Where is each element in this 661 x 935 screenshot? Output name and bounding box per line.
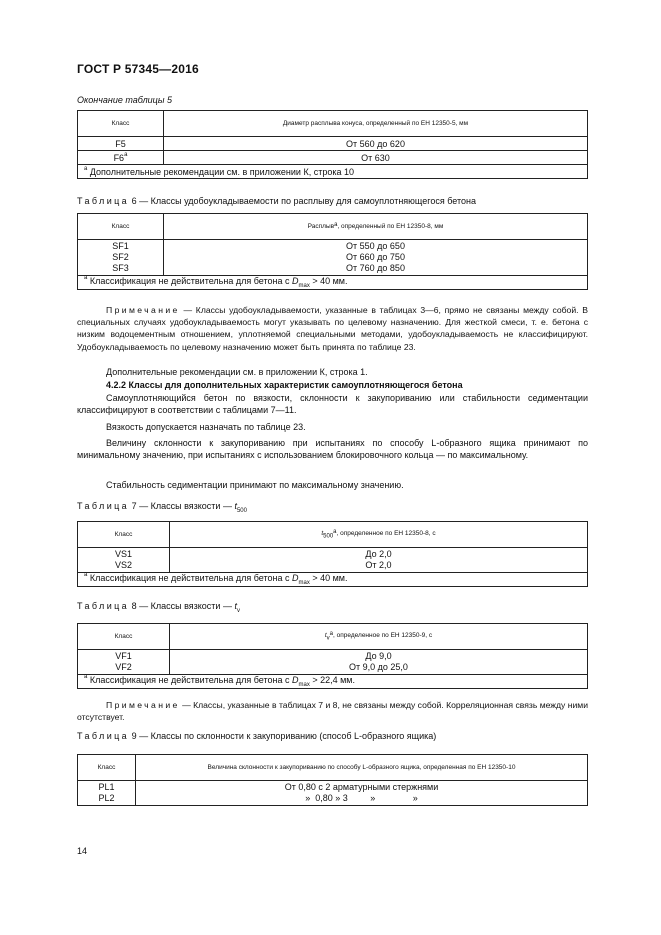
table5 <box>77 110 588 179</box>
table6-value-cell: От 550 до 650 От 660 до 750 От 760 до 850 <box>164 240 588 276</box>
paragraph-recommendations: Дополнительные рекомендации см. в приложении К, строка 1. <box>106 367 368 377</box>
table7 <box>77 521 588 587</box>
table8 <box>77 623 588 689</box>
table5-header-class: Класс <box>78 111 164 137</box>
table6 <box>77 213 588 290</box>
table6-header-class: Класс <box>78 214 164 240</box>
table5-header-diameter: Диаметр расплыва конуса, определенный по ЕН 12350-5, мм <box>164 111 588 137</box>
table5-value-cell: От 630 <box>164 151 588 165</box>
table7-value-cell: До 2,0 От 2,0 <box>170 548 588 573</box>
table9-header-class: Класс <box>78 755 136 781</box>
table5-class-cell: F5 <box>78 137 164 151</box>
table7-footnote: $^a$ Классификация не действительна для бетона с $D_{max} > 40$ мм. <box>78 573 588 587</box>
table6-class-cell: SF1 SF2 SF3 <box>78 240 164 276</box>
table9-class-cell: PL1 PL2 <box>78 781 136 806</box>
table5-caption: Окончание таблицы 5 <box>77 95 172 105</box>
paragraph-viscosity: Вязкость допускается назначать по таблице 23. <box>106 422 306 432</box>
section-heading-4-2-2: 4.2.2 Классы для дополнительных характеристик самоуплотняющегося бетона <box>106 380 463 390</box>
table5-value-cell: От 560 до 620 <box>164 137 588 151</box>
table9-value-cell: От 0,80 с 2 арматурными стержнями » 0,80 » 3 » » <box>136 781 588 806</box>
note-2: Примечание — Классы, указанные в таблицах 7 и 8, не связаны между собой. Корреляционная связь между ними отсутствует. <box>77 700 588 723</box>
table9-caption: Таблица 9 — Классы по склонности к закупориванию (способ L-образного ящика) <box>77 731 437 741</box>
table8-header-class: Класс <box>78 624 170 650</box>
table5-footnote: $^a$ Дополнительные рекомендации см. в приложении К, строка 10 <box>78 165 588 179</box>
table9-header-blocking: Величина склонности к закупориванию по способу L-образного ящика, определенная по ЕН 12350-10 <box>136 755 588 781</box>
table7-header-t500: $t_{500}^a$, определенное по ЕН 12350-8, с <box>170 522 588 548</box>
table8-header-tv: $t_v^a$, определенное по ЕН 12350-9, с <box>170 624 588 650</box>
table6-header-spread: Расплыв$^a$, определенный по ЕН 12350-8, мм <box>164 214 588 240</box>
paragraph-blocking: Величину склонности к закупориванию при испытаниях по способу L-образного ящика принимают по минимальному значению, при испытаниях с использованием блокировочного кольца — по максимальному. <box>77 438 588 461</box>
table8-class-cell: VF1 VF2 <box>78 650 170 675</box>
table7-header-class: Класс <box>78 522 170 548</box>
table5-class-cell: F6$^a$ <box>78 151 164 165</box>
table7-class-cell: VS1 VS2 <box>78 548 170 573</box>
document-header: ГОСТ Р 57345—2016 <box>77 62 199 76</box>
note-1: Примечание — Классы удобоукладываемости, указанные в таблицах 3—6, прямо не связаны между собой. В специальных случаях удобоукладываемость могут указывать по целевому назначению. Для жесткой смеси, т. е. бетона с низким водоцементным отношением, уплотняемой специальными методами, удобоукладываемость не классифицируют. Удобоукладываемость по целевому назначению может быть принята по таблице 23. <box>77 305 588 352</box>
page-number: 14 <box>77 846 88 856</box>
table6-caption: Таблица 6 — Классы удобоукладываемости по расплыву для самоуплотняющегося бетона <box>77 196 476 206</box>
table6-footnote: $^a$ Классификация не действительна для бетона с $D_{max} > 40$ мм. <box>78 276 588 290</box>
table9 <box>77 754 588 806</box>
paragraph-classification: Самоуплотняющийся бетон по вязкости, склонности к закупориванию или стабильности седиментации классифицируют в соответствии с таблицами 7—11. <box>77 393 588 416</box>
table8-value-cell: До 9,0 От 9,0 до 25,0 <box>170 650 588 675</box>
table7-caption: Таблица 7 — Классы вязкости — $t_{500}$ <box>77 501 247 514</box>
table8-footnote: $^a$ Классификация не действительна для бетона с $D_{max} > 22,4$ мм. <box>78 675 588 689</box>
paragraph-stability: Стабильность седиментации принимают по максимальному значению. <box>106 480 404 490</box>
table8-caption: Таблица 8 — Классы вязкости — $t_v$ <box>77 601 240 614</box>
